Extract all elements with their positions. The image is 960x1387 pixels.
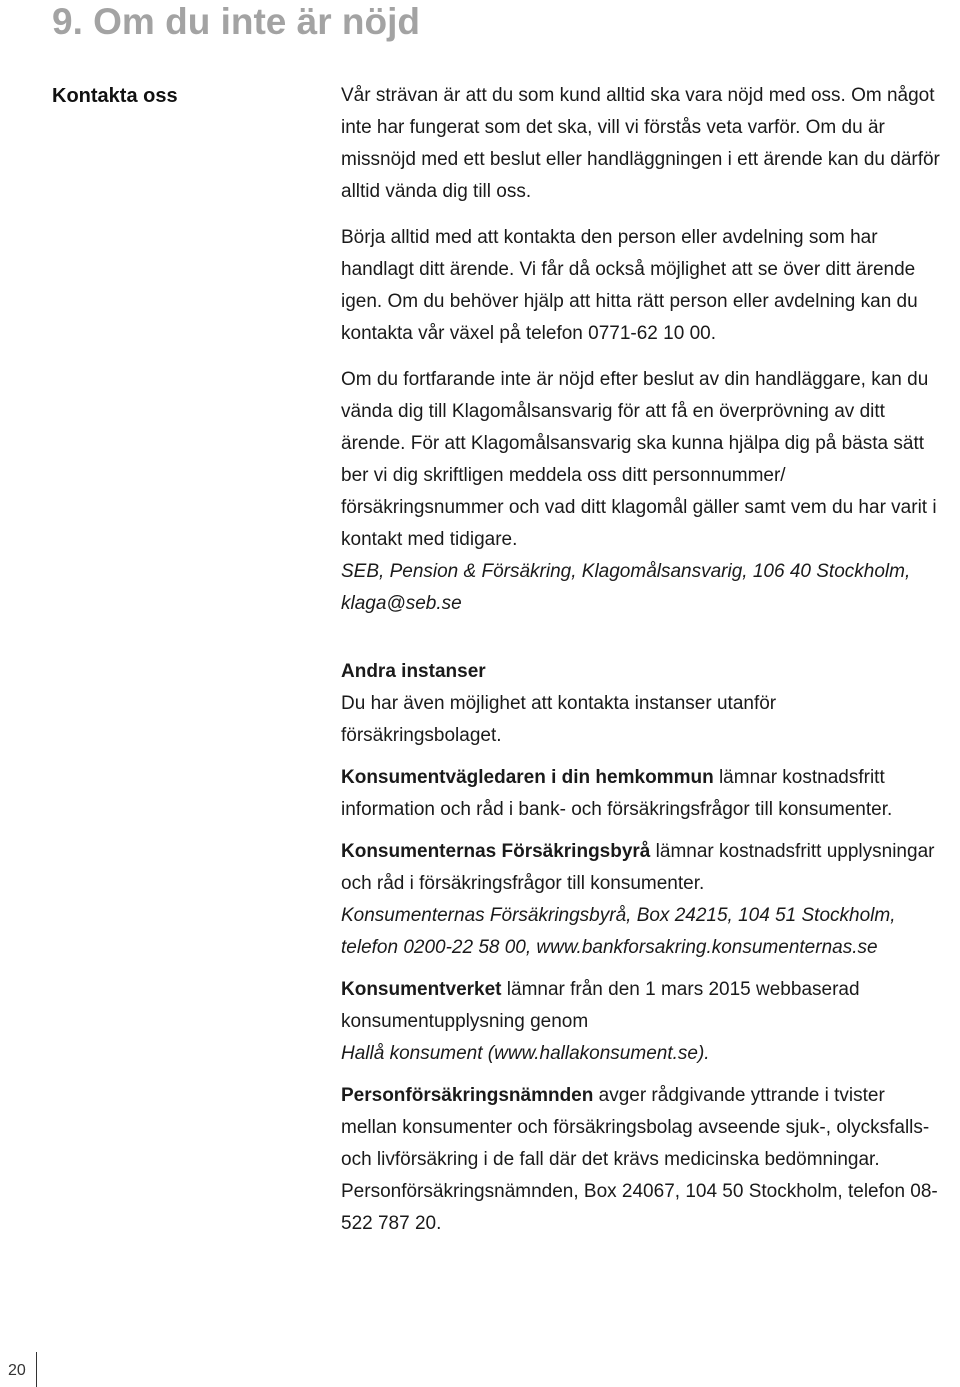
personforsakringsnamnden-name: Personförsäkringsnämnden (341, 1085, 594, 1106)
content-column (341, 80, 941, 1240)
complaint-paragraph: Om du fortfarande inte är nöjd efter beslut av din handläggare, kan du vända dig till Klagomålsansvarig för att få en överprövning av ditt ärende. För att Klagomålsansvarig ska kunna hjälpa dig på bästa sätt ber vi dig skriftligen meddela oss ditt personnummer/ försäkringsnummer och vad ditt klagomål gäller samt vem du har varit i kontakt med tidigare. (341, 369, 937, 550)
konsumentvagledaren-text: lämnar kostnadsfritt information och råd i bank- och försäkringsfrågor till konsumenter. (341, 767, 893, 820)
konsumentverket-text: lämnar från den 1 mars 2015 webbaserad konsumentupplysning genom (341, 979, 860, 1032)
konsumentverket-paragraph (341, 974, 941, 1038)
other-instances-section (341, 656, 941, 752)
personforsakringsnamnden-text: avger rådgivande yttrande i tvister mellan konsumenter och försäkringsbolag avseende sjuk-, olycksfalls- och livförsäkring i de fall där det krävs medicinska bedömningar. (341, 1085, 930, 1170)
forsakringsbyra-text: lämnar kostnadsfritt upplysningar och råd i försäkringsfrågor till konsumenter. (341, 841, 935, 894)
first-contact-paragraph: Börja alltid med att kontakta den person eller avdelning som har handlagt ditt ärende. Vi får då också möjlighet att se över ditt ärende igen. Om du behöver hjälp att hitta rätt person eller avdelning kan du kontakta vår växel på telefon 0771-62 10 00. (341, 227, 918, 344)
konsumentvagledaren-name: Konsumentvägledaren i din hemkommun (341, 767, 714, 788)
intro-paragraph: Vår strävan är att du som kund alltid ska vara nöjd med oss. Om något inte har fungerat som det ska, vill vi förstås veta varför. Om du är missnöjd med ett beslut eller handläggningen i ett ärende kan du därför alltid vända dig till oss. (341, 85, 940, 202)
forsakringsbyra-name: Konsumenternas Försäkringsbyrå (341, 841, 651, 862)
other-instances-intro: Du har även möjlighet att kontakta instanser utanför försäkringsbolaget. (341, 693, 777, 746)
konsumentverket-link: Hallå konsument (www.hallakonsument.se). (341, 1043, 710, 1064)
personforsakringsnamnden-paragraph (341, 1080, 941, 1176)
other-instances-heading: Andra instanser (341, 661, 486, 682)
forsakringsbyra-paragraph (341, 836, 941, 900)
personforsakringsnamnden-address: Personförsäkringsnämnden, Box 24067, 104 50 Stockholm, telefon 08-522 787 20. (341, 1181, 938, 1234)
forsakringsbyra-address: Konsumenternas Försäkringsbyrå, Box 24215, 104 51 Stockholm, telefon 0200-22 58 00, www.bankforsakring.konsumenternas.se (341, 905, 896, 958)
complaint-address: SEB, Pension & Försäkring, Klagomålsansvarig, 106 40 Stockholm, klaga@seb.se (341, 561, 911, 614)
page-number: 20 (8, 1362, 26, 1379)
page-number-divider (36, 1352, 37, 1387)
konsumentvagledaren-paragraph (341, 762, 941, 826)
page-title: 9. Om du inte är nöjd (52, 1, 420, 42)
konsumentverket-name: Konsumentverket (341, 979, 502, 1000)
section-label-kontakta-oss: Kontakta oss (52, 85, 178, 107)
